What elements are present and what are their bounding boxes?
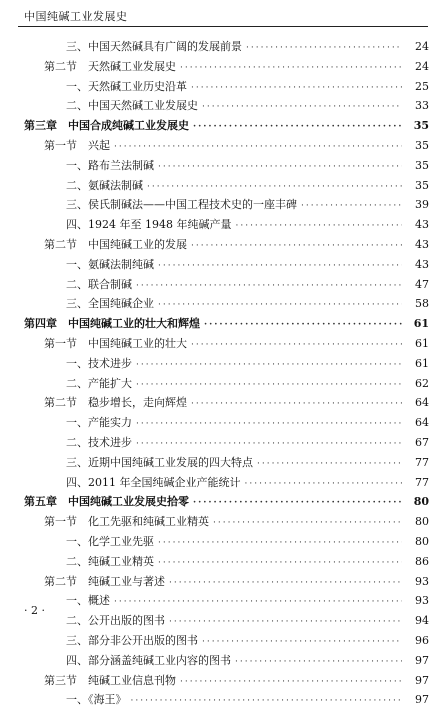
toc-entry-label: 一、化学工业先驱 [66, 534, 154, 548]
toc-subsection-entry[interactable] [0, 631, 447, 651]
toc-entry-body [66, 374, 402, 396]
toc-entry-body [44, 235, 402, 257]
toc-entry-label: 三、近期中国纯碱工业发展的四大特点 [66, 455, 253, 469]
toc-entry-body [66, 611, 402, 633]
toc-entry-label: 二、技术进步 [66, 435, 132, 449]
toc-entry-body [44, 512, 402, 534]
toc-entry-body [66, 354, 402, 376]
toc-entry-label: 第三章 中国合成纯碱工业发展史 [24, 119, 189, 133]
toc-entry-label: 一、技术进步 [66, 356, 132, 370]
toc-entry-page: 33 [415, 99, 429, 113]
toc-chapter-entry[interactable] [0, 116, 447, 136]
toc-entry-page: 61 [413, 317, 429, 331]
toc-entry-page: 39 [415, 198, 429, 212]
toc-entry-label: 四、部分涵盖纯碱工业内容的图书 [66, 653, 231, 667]
toc-subsection-entry[interactable] [0, 96, 447, 116]
toc-subsection-entry[interactable] [0, 374, 447, 394]
toc-entry-body [66, 176, 402, 198]
toc-entry-page: 24 [415, 59, 429, 73]
toc-entry-body [24, 116, 402, 138]
toc-subsection-entry[interactable] [0, 433, 447, 453]
toc-section-entry[interactable] [0, 57, 447, 77]
toc-entry-page: 67 [415, 435, 429, 449]
toc-section-entry[interactable] [0, 671, 447, 691]
toc-entry-page: 80 [415, 515, 429, 529]
toc-entry-body [24, 314, 402, 336]
toc-entry-page: 97 [415, 693, 429, 707]
toc-entry-label: 一、天然碱工业历史沿革 [66, 79, 187, 93]
toc-subsection-entry[interactable] [0, 690, 447, 710]
toc-entry-page: 93 [415, 594, 429, 608]
toc-entry-body [44, 393, 402, 415]
toc-entry-body [66, 215, 402, 237]
toc-entry-label: 三、侯氏制碱法——中国工程技术史的一座丰碑 [66, 198, 297, 212]
toc-subsection-entry[interactable] [0, 354, 447, 374]
toc-section-entry[interactable] [0, 393, 447, 413]
toc-entry-label: 第一节 化工先驱和纯碱工业精英 [44, 515, 209, 529]
toc-entry-label: 二、氨碱法制碱 [66, 178, 143, 192]
toc-entry-body [66, 473, 402, 495]
toc-entry-label: 第二节 中国纯碱工业的发展 [44, 237, 187, 251]
toc-entry-page: 97 [415, 653, 429, 667]
toc-entry-body [66, 96, 402, 118]
toc-subsection-entry[interactable] [0, 294, 447, 314]
toc-entry-label: 第五章 中国纯碱工业发展史拾零 [24, 495, 189, 509]
toc-entry-body [66, 591, 402, 613]
toc-entry-page: 35 [415, 138, 429, 152]
toc-entry-label: 二、公开出版的图书 [66, 614, 165, 628]
toc-entry-label: 二、联合制碱 [66, 277, 132, 291]
toc-entry-body [66, 690, 402, 712]
toc-entry-label: 一、氨碱法制纯碱 [66, 257, 154, 271]
toc-section-entry[interactable] [0, 235, 447, 255]
toc-subsection-entry[interactable] [0, 413, 447, 433]
toc-entry-page: 96 [415, 633, 429, 647]
toc-entry-label: 第二节 稳步增长，走向辉煌 [44, 396, 187, 410]
toc-entry-label: 第三节 纯碱工业信息刊物 [44, 673, 176, 687]
toc-entry-label: 三、中国天然碱具有广阔的发展前景 [66, 40, 242, 53]
toc-entry-label: 第二节 天然碱工业发展史 [44, 59, 176, 73]
toc-entry-body [66, 532, 402, 554]
toc-entry-page: 93 [415, 574, 429, 588]
toc-entry-label: 一、《海王》 [66, 693, 127, 707]
toc-entry-label: 二、纯碱工业精英 [66, 554, 154, 568]
toc-subsection-entry[interactable] [0, 591, 447, 611]
toc-entry-page: 62 [415, 376, 429, 390]
toc-chapter-entry[interactable] [0, 492, 447, 512]
toc-subsection-entry[interactable] [0, 77, 447, 97]
toc-entry-label: 第二节 纯碱工业与著述 [44, 574, 165, 588]
toc-entry-label: 一、产能实力 [66, 416, 132, 430]
toc-section-entry[interactable] [0, 572, 447, 592]
toc-subsection-entry[interactable] [0, 552, 447, 572]
toc-entry-body [66, 156, 402, 178]
toc-subsection-entry[interactable] [0, 611, 447, 631]
toc-entry-body [24, 492, 402, 514]
toc-entry-page: 86 [415, 554, 429, 568]
toc-entry-page: 77 [415, 475, 429, 489]
toc-entry-body [44, 671, 402, 693]
toc-entry-body [44, 57, 402, 79]
toc-subsection-entry[interactable] [0, 255, 447, 275]
toc-entry-page: 35 [413, 119, 429, 133]
table-of-contents [0, 37, 447, 710]
toc-entry-body [66, 413, 402, 435]
toc-entry-page: 61 [415, 356, 429, 370]
toc-subsection-entry[interactable] [0, 176, 447, 196]
toc-entry-body [44, 572, 402, 594]
toc-entry-label: 二、产能扩大 [66, 376, 132, 390]
toc-chapter-entry[interactable] [0, 314, 447, 334]
toc-entry-body [66, 275, 402, 297]
toc-entry-label: 二、中国天然碱工业发展史 [66, 99, 198, 113]
toc-entry-page: 25 [415, 79, 429, 93]
toc-entry-label: 第一节 中国纯碱工业的壮大 [44, 336, 187, 350]
toc-entry-page: 43 [415, 218, 429, 232]
toc-entry-page: 43 [415, 257, 429, 271]
toc-entry-body [66, 37, 402, 59]
toc-entry-label: 第一节 兴起 [44, 138, 110, 152]
toc-entry-body [66, 77, 402, 99]
toc-entry-label: 三、部分非公开出版的图书 [66, 633, 198, 647]
toc-entry-label: 一、概述 [66, 594, 110, 608]
toc-entry-page: 64 [415, 416, 429, 430]
toc-entry-body [66, 195, 402, 217]
toc-entry-body [44, 334, 402, 356]
toc-subsection-entry[interactable] [0, 195, 447, 215]
running-header [18, 4, 428, 27]
toc-entry-page: 58 [415, 297, 429, 311]
toc-entry-body [66, 453, 402, 475]
toc-entry-page: 47 [415, 277, 429, 291]
page-number: · 2 · [24, 604, 45, 617]
toc-section-entry[interactable] [0, 512, 447, 532]
toc-subsection-entry[interactable] [0, 532, 447, 552]
toc-entry-page: 35 [415, 178, 429, 192]
dot-leader [131, 692, 403, 712]
book-title: 中国纯碱工业发展史 [24, 10, 128, 23]
toc-section-entry[interactable] [0, 334, 447, 354]
toc-entry-body [66, 433, 402, 455]
toc-entry-body [66, 631, 402, 653]
toc-subsection-entry[interactable] [0, 651, 447, 671]
toc-entry-page: 61 [415, 336, 429, 350]
toc-subsection-entry[interactable] [0, 37, 447, 57]
toc-subsection-entry[interactable] [0, 156, 447, 176]
toc-entry-page: 77 [415, 455, 429, 469]
toc-entry-page: 97 [415, 673, 429, 687]
toc-subsection-entry[interactable] [0, 473, 447, 493]
toc-entry-body [66, 651, 402, 673]
toc-entry-label: 四、1924 年至 1948 年纯碱产量 [66, 218, 232, 232]
toc-entry-body [66, 294, 402, 316]
toc-entry-page: 80 [413, 495, 429, 509]
toc-subsection-entry[interactable] [0, 453, 447, 473]
toc-subsection-entry[interactable] [0, 275, 447, 295]
toc-entry-page: 43 [415, 237, 429, 251]
toc-entry-page: 24 [415, 40, 429, 53]
toc-entry-body [66, 255, 402, 277]
toc-entry-page: 80 [415, 534, 429, 548]
toc-entry-body [66, 552, 402, 574]
toc-entry-label: 三、全国纯碱企业 [66, 297, 154, 311]
toc-entry-body [44, 136, 402, 158]
toc-entry-label: 第四章 中国纯碱工业的壮大和辉煌 [24, 317, 200, 331]
toc-entry-page: 64 [415, 396, 429, 410]
toc-subsection-entry[interactable] [0, 215, 447, 235]
toc-entry-page: 35 [415, 158, 429, 172]
toc-entry-label: 一、路布兰法制碱 [66, 158, 154, 172]
toc-entry-label: 四、2011 年全国纯碱企业产能统计 [66, 475, 241, 489]
toc-section-entry[interactable] [0, 136, 447, 156]
toc-entry-page: 94 [415, 614, 429, 628]
